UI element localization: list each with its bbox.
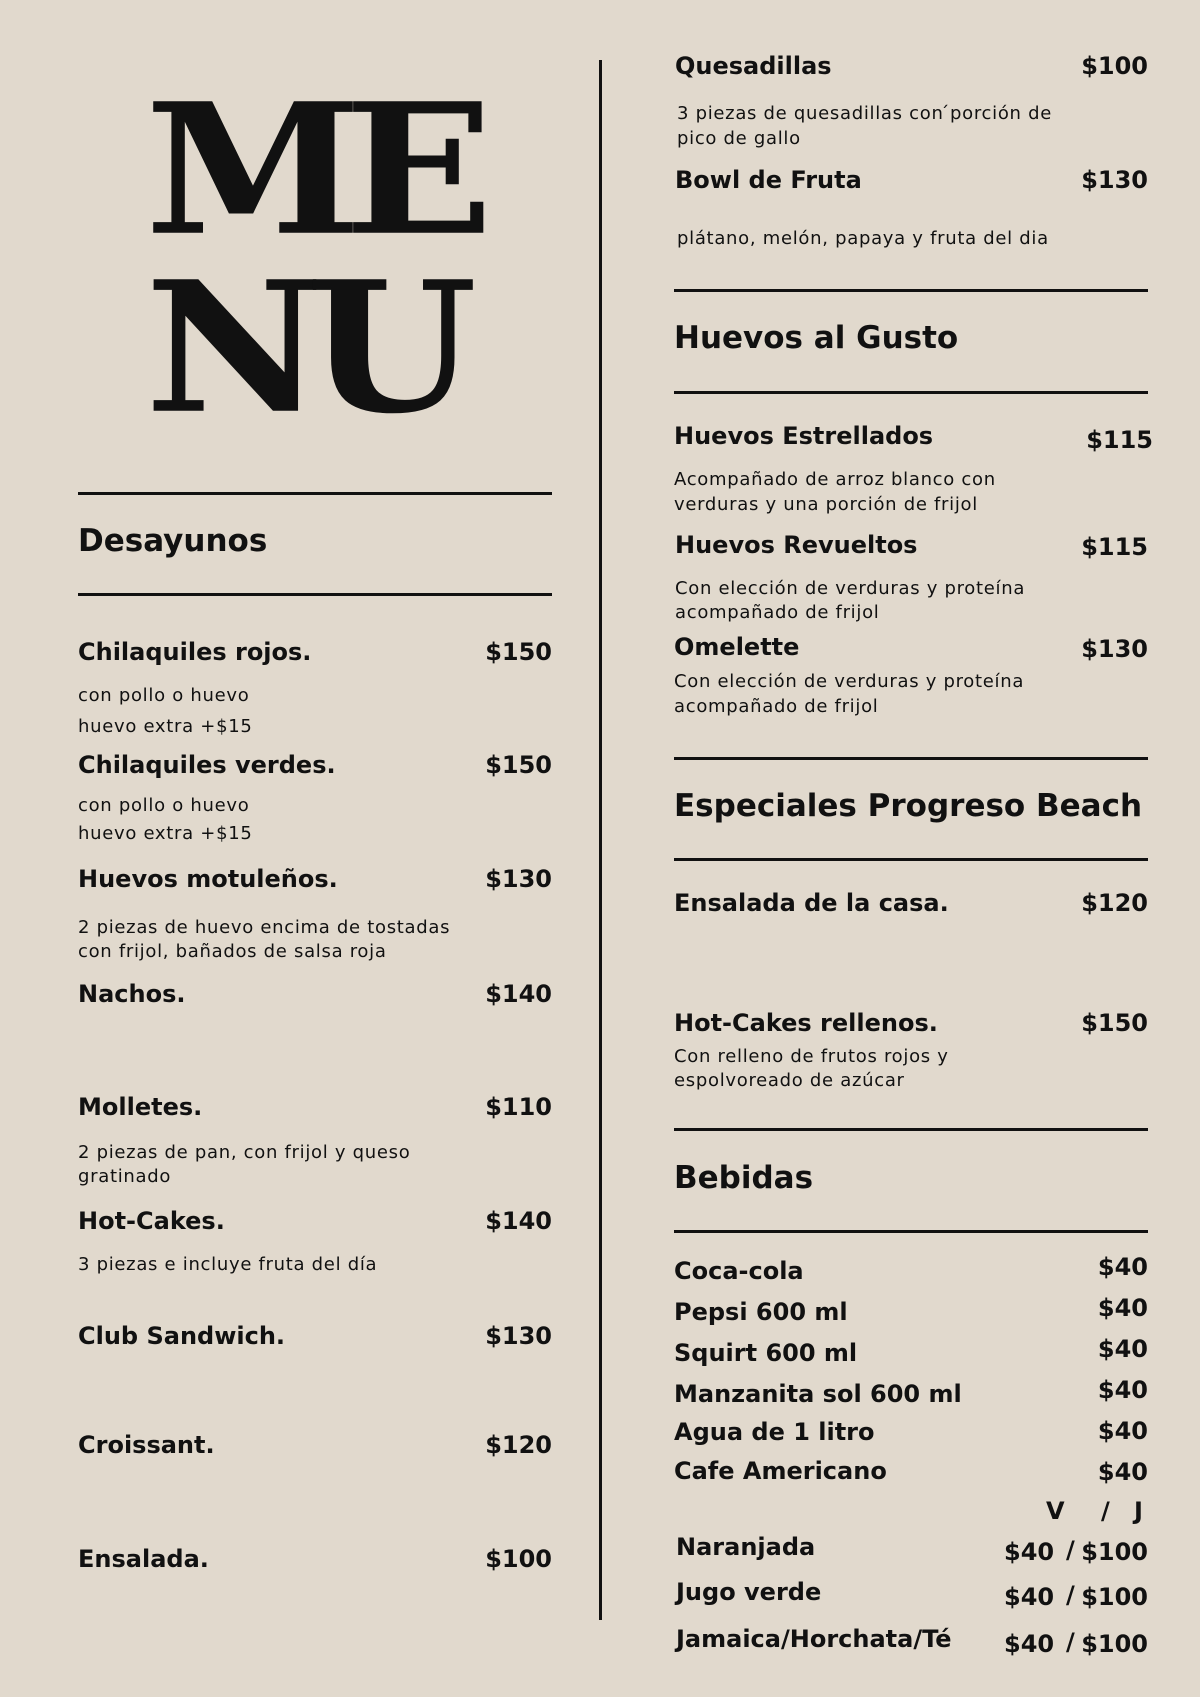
item-description: Con elección de verduras y proteína: [675, 578, 1026, 599]
price-separator: /: [1066, 1536, 1075, 1564]
item-price: $115: [1086, 426, 1153, 454]
item-price: $100: [1081, 52, 1148, 80]
item-price: $150: [485, 638, 552, 666]
item-name: Quesadillas: [675, 52, 832, 80]
item-description: acompañado de frijol: [674, 696, 879, 717]
item-price: $130: [485, 865, 552, 893]
juice-name: Jamaica/Horchata/Té: [676, 1625, 952, 1653]
item-price: $110: [485, 1093, 552, 1121]
juice-price-small: $40: [1004, 1538, 1055, 1566]
item-price: $140: [485, 980, 552, 1008]
divider: [674, 858, 1148, 861]
item-price: $130: [1081, 166, 1148, 194]
item-name: Chilaquiles verdes.: [78, 751, 336, 779]
juice-name: Naranjada: [676, 1533, 816, 1561]
drink-price: $40: [1097, 1253, 1148, 1281]
juice-name: Jugo verde: [676, 1578, 822, 1606]
drink-name: Pepsi 600 ml: [674, 1298, 848, 1326]
item-price: $120: [1081, 889, 1148, 917]
juice-price-large: $100: [1081, 1583, 1148, 1611]
menu-logo-line1: ME: [145, 64, 476, 276]
item-name: Ensalada de la casa.: [674, 889, 949, 917]
item-description: con frijol, bañados de salsa roja: [78, 941, 387, 962]
divider: [674, 289, 1148, 292]
item-description: espolvoreado de azúcar: [674, 1070, 905, 1091]
drink-name: Squirt 600 ml: [674, 1339, 858, 1367]
divider: [674, 1128, 1148, 1131]
price-separator: /: [1066, 1581, 1075, 1609]
item-description: Con relleno de frutos rojos y: [674, 1046, 949, 1067]
size-small-label: V: [1046, 1497, 1065, 1525]
size-separator: /: [1101, 1497, 1110, 1525]
drink-price: $40: [1097, 1294, 1148, 1322]
item-description: gratinado: [78, 1166, 172, 1187]
divider: [674, 1230, 1148, 1233]
item-price: $130: [1081, 635, 1148, 663]
drink-price: $40: [1097, 1335, 1148, 1363]
item-description: Con elección de verduras y proteína: [674, 671, 1025, 692]
item-description: pico de gallo: [677, 128, 801, 149]
item-description: plátano, melón, papaya y fruta del dia: [677, 228, 1049, 249]
item-description: 2 piezas de pan, con frijol y queso: [78, 1142, 411, 1163]
divider: [78, 492, 552, 495]
item-price: $115: [1081, 533, 1148, 561]
item-description: con pollo o huevo: [78, 685, 250, 706]
section-title-bebidas: Bebidas: [674, 1160, 814, 1196]
item-price: $100: [485, 1545, 552, 1573]
item-description: acompañado de frijol: [675, 602, 880, 623]
column-divider: [599, 60, 602, 1620]
item-name: Nachos.: [78, 980, 186, 1008]
item-price: $120: [485, 1431, 552, 1459]
section-title-huevos: Huevos al Gusto: [674, 320, 959, 356]
item-description: 3 piezas e incluye fruta del día: [78, 1254, 378, 1275]
item-name: Huevos Estrellados: [674, 422, 934, 450]
drink-price: $40: [1097, 1417, 1148, 1445]
juice-price-large: $100: [1081, 1538, 1148, 1566]
item-name: Club Sandwich.: [78, 1322, 286, 1350]
section-title-especiales: Especiales Progreso Beach: [674, 788, 1143, 824]
item-price: $150: [1081, 1009, 1148, 1037]
item-description: 3 piezas de quesadillas con ́porción de: [677, 103, 1052, 124]
divider: [674, 757, 1148, 760]
divider: [674, 391, 1148, 394]
item-description: 2 piezas de huevo encima de tostadas: [78, 917, 451, 938]
item-price: $150: [485, 751, 552, 779]
drink-name: Manzanita sol 600 ml: [674, 1380, 962, 1408]
item-name: Chilaquiles rojos.: [78, 638, 312, 666]
item-price: $140: [485, 1207, 552, 1235]
item-name: Omelette: [674, 633, 800, 661]
item-name: Hot-Cakes rellenos.: [674, 1009, 938, 1037]
item-name: Huevos motuleños.: [78, 865, 338, 893]
item-name: Molletes.: [78, 1093, 203, 1121]
juice-price-small: $40: [1004, 1583, 1055, 1611]
item-name: Huevos Revueltos: [675, 531, 918, 559]
item-description: huevo extra +$15: [78, 823, 253, 844]
size-large-label: J: [1134, 1497, 1143, 1525]
drink-name: Cafe Americano: [674, 1457, 887, 1485]
drink-price: $40: [1097, 1458, 1148, 1486]
item-name: Croissant.: [78, 1431, 215, 1459]
item-description: huevo extra +$15: [78, 716, 253, 737]
item-name: Bowl de Fruta: [675, 166, 862, 194]
juice-price-large: $100: [1081, 1630, 1148, 1658]
drink-name: Coca-cola: [674, 1257, 804, 1285]
drink-name: Agua de 1 litro: [674, 1418, 875, 1446]
price-separator: /: [1066, 1628, 1075, 1656]
juice-price-small: $40: [1004, 1630, 1055, 1658]
menu-logo-line2: NU: [145, 242, 460, 454]
section-title-desayunos: Desayunos: [78, 523, 268, 559]
item-description: Acompañado de arroz blanco con: [674, 469, 996, 490]
item-price: $130: [485, 1322, 552, 1350]
item-description: verduras y una porción de frijol: [674, 494, 978, 515]
divider: [78, 593, 552, 596]
item-name: Ensalada.: [78, 1545, 209, 1573]
drink-price: $40: [1097, 1376, 1148, 1404]
item-name: Hot-Cakes.: [78, 1207, 225, 1235]
item-description: con pollo o huevo: [78, 795, 250, 816]
